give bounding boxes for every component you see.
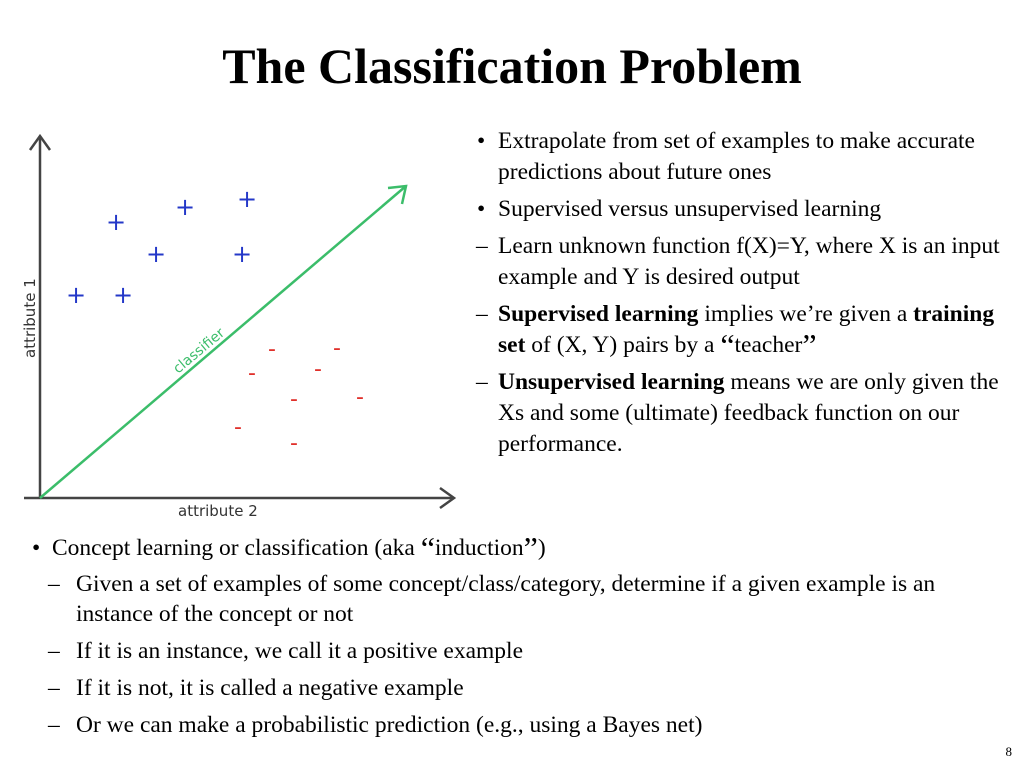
- classification-diagram: [18, 126, 468, 526]
- dash-marker: –: [48, 712, 60, 738]
- positive-point: +: [174, 193, 196, 221]
- positive-point: +: [236, 185, 258, 213]
- sub-bullet-item: [30, 673, 1010, 703]
- sub-bullet-text: Or we can make a probabilistic prediction (e.g., using a Bayes net): [76, 712, 703, 738]
- sub-bullet-text: Unsupervised learning means we are only given the Xs and some (ultimate) feedback function on our performance.: [498, 369, 999, 457]
- bullet-marker: •: [477, 196, 486, 222]
- y-axis-label: attribute 1: [21, 278, 39, 358]
- sub-bullet-text: Learn unknown function f(X)=Y, where X is an input example and Y is desired output: [498, 233, 1000, 290]
- x-axis-label: attribute 2: [178, 502, 258, 520]
- slide-title: The Classification Problem: [222, 38, 802, 94]
- negative-point: -: [268, 337, 276, 362]
- sub-bullet-item: [470, 367, 1015, 460]
- dash-marker: –: [476, 369, 488, 395]
- dash-marker: –: [476, 301, 488, 327]
- negative-point: -: [314, 357, 322, 382]
- bullet-item: [30, 530, 1010, 566]
- dash-marker: –: [48, 675, 60, 701]
- page-number: 8: [1005, 744, 1012, 759]
- bullet-text: Extrapolate from set of examples to make accurate predictions about future ones: [498, 128, 975, 185]
- bullet-item: [470, 194, 1015, 225]
- dash-marker: –: [48, 571, 60, 597]
- right-bullet-list: [470, 126, 1015, 466]
- bottom-bullet-list: [30, 530, 1010, 747]
- positive-point: +: [231, 240, 253, 268]
- sub-bullet-item: [470, 299, 1015, 361]
- term-training-set: training set: [498, 301, 995, 358]
- term-unsupervised-learning: Unsupervised learning: [498, 369, 725, 395]
- classifier-line: [40, 186, 406, 498]
- sub-bullet-text: If it is an instance, we call it a positive example: [76, 638, 524, 664]
- dash-marker: –: [476, 233, 488, 259]
- sub-bullet-text: If it is not, it is called a negative example: [76, 675, 464, 701]
- positive-point: +: [65, 281, 87, 309]
- negative-examples: [234, 336, 364, 456]
- classifier-label: classifier: [170, 325, 228, 378]
- bullet-marker: •: [32, 535, 41, 561]
- bullet-text: Concept learning or classification (aka “induction”): [52, 530, 546, 566]
- positive-point: +: [112, 281, 134, 309]
- negative-point: -: [290, 431, 298, 456]
- negative-point: -: [333, 336, 341, 361]
- dash-marker: –: [48, 638, 60, 664]
- positive-examples: [66, 185, 257, 309]
- sub-bullet-text: Supervised learning implies we’re given a training set of (X, Y) pairs by a “teacher”: [498, 301, 995, 363]
- bullet-item: [470, 126, 1015, 188]
- negative-point: -: [356, 385, 364, 410]
- negative-point: -: [290, 387, 298, 412]
- positive-point: +: [105, 208, 127, 236]
- bullet-marker: •: [477, 128, 486, 154]
- sub-bullet-item: [30, 636, 1010, 666]
- sub-bullet-item: [470, 231, 1015, 293]
- bullet-text: Supervised versus unsupervised learning: [498, 196, 882, 222]
- negative-point: -: [234, 415, 242, 440]
- negative-point: -: [248, 361, 256, 386]
- sub-bullet-item: [30, 710, 1010, 740]
- positive-point: +: [145, 240, 167, 268]
- sub-bullet-text: Given a set of examples of some concept/class/category, determine if a given example is an instance of the concept or not: [76, 571, 936, 627]
- sub-bullet-item: [30, 569, 1010, 629]
- term-supervised-learning: Supervised learning: [498, 301, 699, 327]
